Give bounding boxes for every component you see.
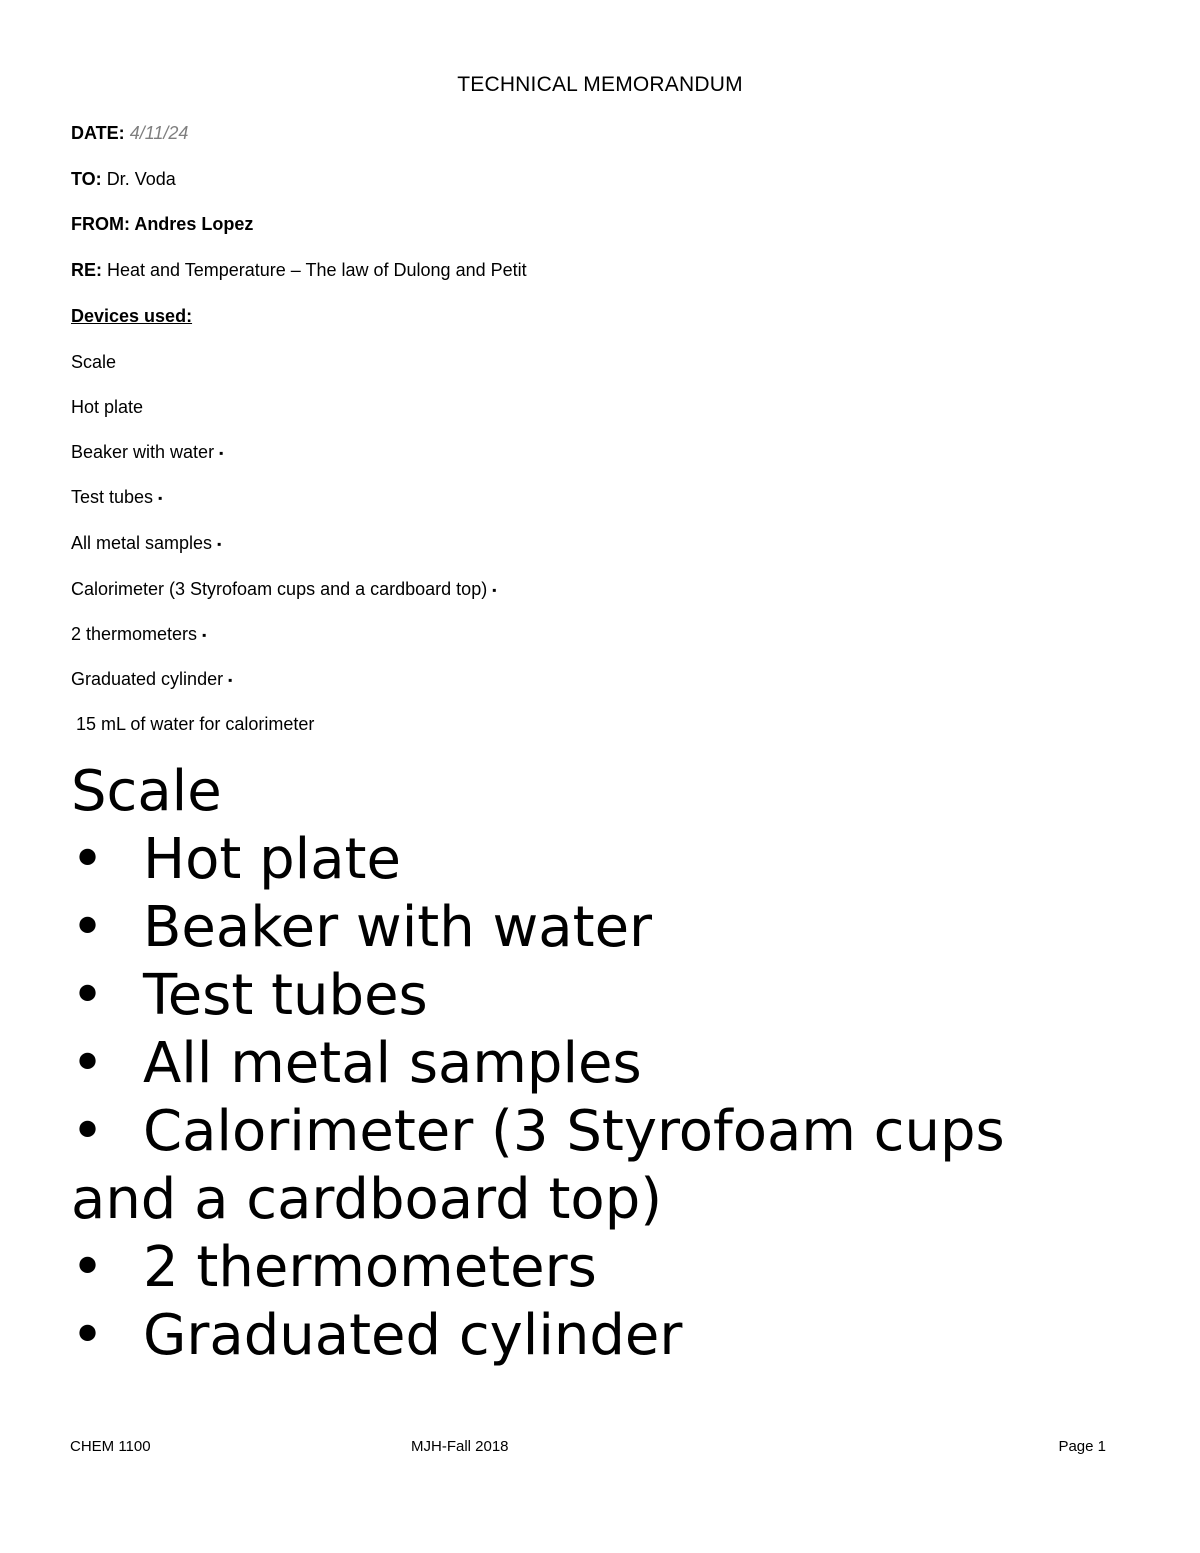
to-line xyxy=(71,168,176,190)
date-label: DATE: xyxy=(71,123,125,143)
large-list-item xyxy=(71,962,1131,1030)
footer-term: MJH-Fall 2018 xyxy=(411,1438,509,1455)
device-item xyxy=(71,578,496,601)
device-item xyxy=(71,486,162,509)
square-bullet-icon: ▪ xyxy=(228,673,233,687)
device-label: Scale xyxy=(71,352,117,372)
device-label: Graduated cylinder xyxy=(71,669,224,689)
device-label: Beaker with water xyxy=(71,442,215,462)
large-item-label: All metal samples xyxy=(143,1031,642,1096)
re-value: Heat and Temperature – The law of Dulong and Petit xyxy=(107,260,527,280)
large-list-item: Scale xyxy=(71,759,222,824)
device-item xyxy=(71,396,143,418)
device-label: 15 mL of water for calorimeter xyxy=(76,714,315,734)
device-label: Test tubes xyxy=(71,487,154,507)
square-bullet-icon: ▪ xyxy=(219,446,224,460)
device-label: Calorimeter (3 Styrofoam cups and a cardboard top) xyxy=(71,579,488,599)
date-line xyxy=(71,122,188,144)
large-list-item xyxy=(71,1030,1131,1098)
bullet-icon: • xyxy=(71,827,105,892)
large-item-label: 2 thermometers xyxy=(143,1235,597,1300)
large-list-item xyxy=(71,1234,1131,1302)
from-line: FROM: Andres Lopez xyxy=(71,214,254,234)
device-item xyxy=(71,351,116,373)
large-list-item xyxy=(71,826,1131,894)
device-item xyxy=(71,668,232,691)
memo-title: TECHNICAL MEMORANDUM xyxy=(457,73,743,96)
bullet-icon: • xyxy=(71,1235,105,1300)
device-label: Hot plate xyxy=(71,397,144,417)
square-bullet-icon: ▪ xyxy=(202,628,207,642)
re-label: RE: xyxy=(71,260,102,280)
bullet-icon: • xyxy=(71,1031,105,1096)
device-item xyxy=(71,532,221,555)
large-list-continuation: and a cardboard top) xyxy=(71,1167,663,1232)
large-list-item xyxy=(71,1302,1131,1370)
bullet-icon: • xyxy=(71,963,105,1028)
date-value: 4/11/24 xyxy=(129,123,189,143)
square-bullet-icon: ▪ xyxy=(158,491,163,505)
large-item-label: Hot plate xyxy=(143,827,401,892)
large-list-item xyxy=(71,1098,1131,1166)
large-item-label: Test tubes xyxy=(143,963,428,1028)
re-line xyxy=(71,259,527,281)
devices-heading: Devices used: xyxy=(71,306,193,326)
bullet-icon: • xyxy=(71,1303,105,1368)
square-bullet-icon: ▪ xyxy=(217,537,222,551)
to-value: Dr. Voda xyxy=(106,169,176,189)
device-label: All metal samples xyxy=(71,533,213,553)
footer-course: CHEM 1100 xyxy=(70,1438,151,1455)
device-item xyxy=(71,441,223,464)
large-item-label: Calorimeter (3 Styrofoam cups xyxy=(143,1099,1005,1164)
device-item xyxy=(76,713,314,735)
large-item-label: Graduated cylinder xyxy=(143,1303,683,1368)
square-bullet-icon: ▪ xyxy=(492,583,497,597)
large-list-item xyxy=(71,894,1131,962)
large-item-label: Beaker with water xyxy=(143,895,653,960)
to-label: TO: xyxy=(71,169,102,189)
bullet-icon: • xyxy=(71,895,105,960)
device-label: 2 thermometers xyxy=(71,624,198,644)
footer-page-number: Page 1 xyxy=(1058,1438,1106,1455)
large-device-list xyxy=(71,758,1131,1370)
bullet-icon: • xyxy=(71,1099,105,1164)
device-item xyxy=(71,623,206,646)
